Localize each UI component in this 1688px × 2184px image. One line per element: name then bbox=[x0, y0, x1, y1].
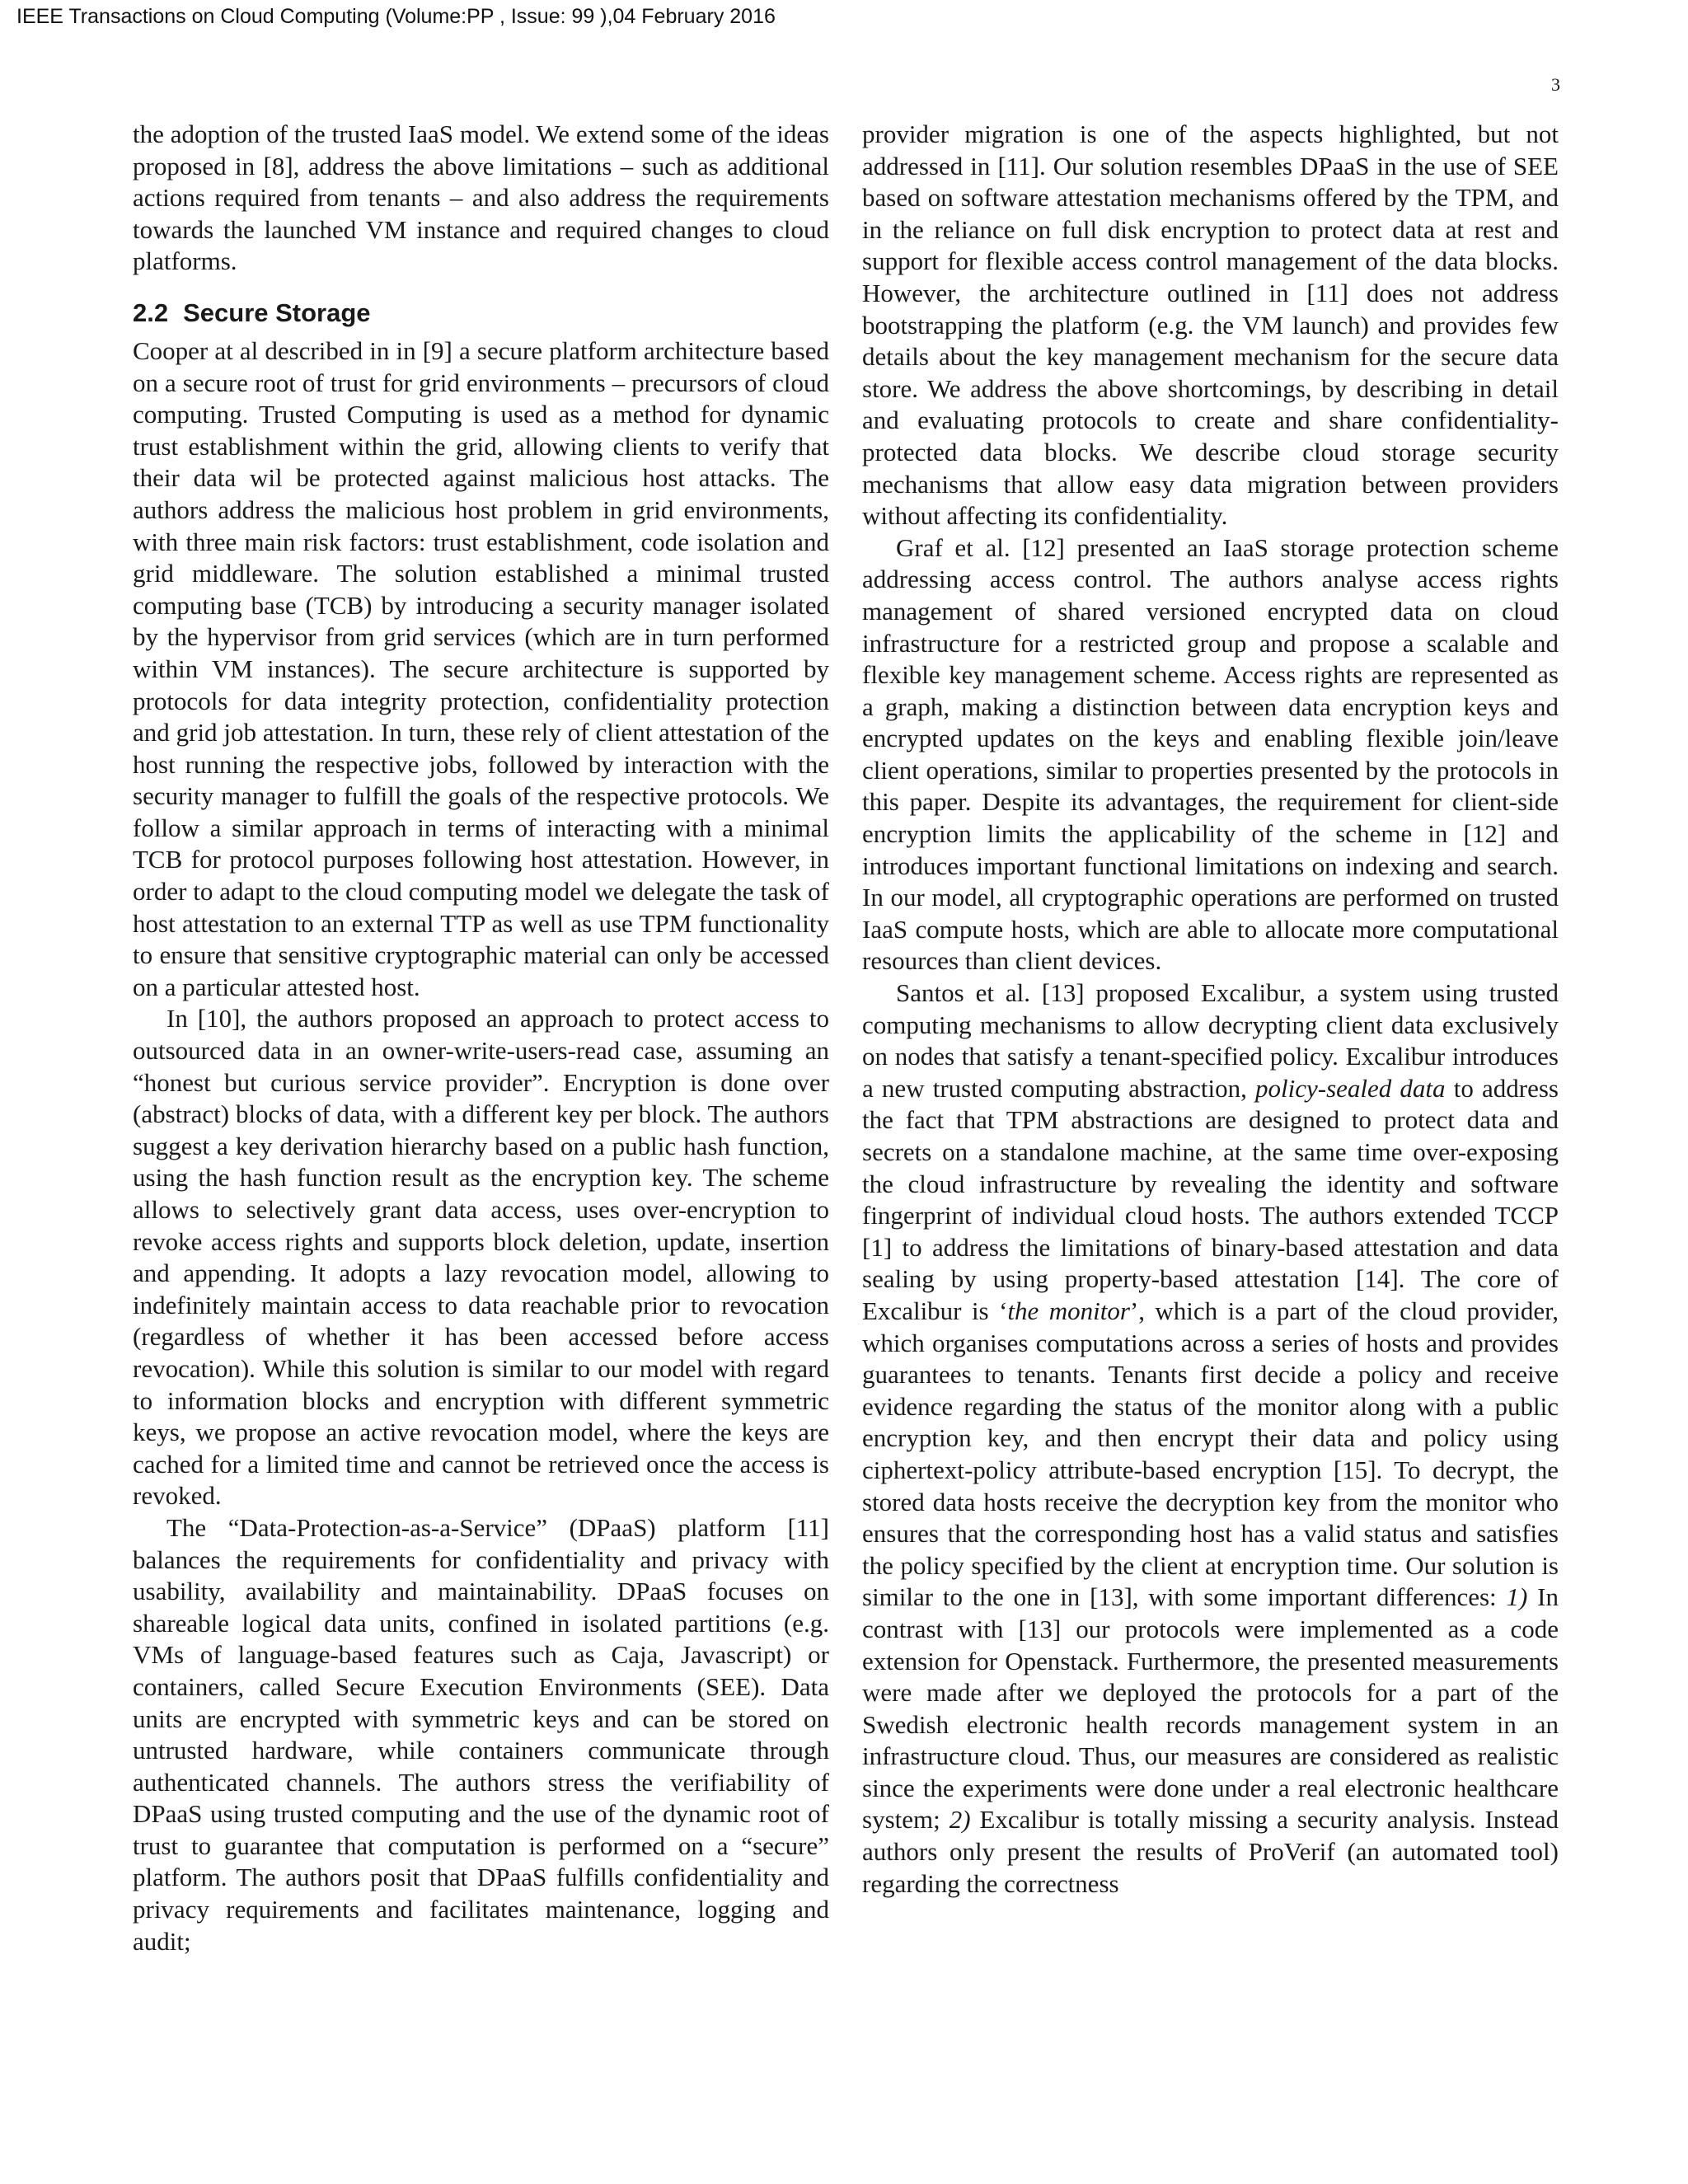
section-title: Secure Storage bbox=[183, 298, 371, 327]
paragraph-ref10: In [10], the authors proposed an approach to protect access to outsourced data in an owner-write-users-read case, assuming an “honest but curious service provider”. Encryption is done over (abstract) blocks of data, with a different key per block. The authors suggest a key derivation hierarchy based on a public hash function, using the hash function result as the encryption key. The scheme allows to selectively grant data access, uses over-encryption to revoke access rights and supports block deletion, update, insertion and appending. It adopts a lazy revocation model, allowing to indefinitely maintain access to data reachable prior to revocation (regardless of whether it has been accessed before access revocation). While this solution is similar to our model with regard to information blocks and encryption with different symmetric keys, we propose an active revocation model, where the keys are cached for a limited time and cannot be retrieved once the access is revoked. bbox=[133, 1004, 829, 1511]
paragraph-continuation: the adoption of the trusted IaaS model. We extend some of the ideas proposed in [8], address the above limitations – such as additional actions required from tenants – and also address the requirements towards the launched VM instance and required changes to cloud platforms. bbox=[133, 120, 829, 276]
text-run: Excalibur is totally missing a security analysis. Instead authors only present the results of ProVerif (an automated tool) regarding the correctness bbox=[862, 1805, 1559, 1898]
left-column bbox=[133, 119, 829, 1957]
section-heading bbox=[133, 298, 829, 329]
paragraph-continuation-right: provider migration is one of the aspects highlighted, but not addressed in [11]. Our solution resembles DPaaS in the use of SEE based on software attestation mechanisms offered by the TPM, and in the reliance on full disk encryption to protect data at rest and support for flexible access control management of the data blocks. However, the architecture outlined in [11] does not address bootstrapping the platform (e.g. the VM launch) and provides few details about the key management mechanism for the secure data store. We address the above shortcomings, by describing in detail and evaluating protocols to create and share confidentiality-protected data blocks. We describe cloud storage security mechanisms that allow easy data migration between providers without affecting its confidentiality. bbox=[862, 120, 1559, 531]
paragraph-santos bbox=[862, 977, 1559, 1900]
emphasis-item-2: 2) bbox=[949, 1805, 971, 1835]
right-column bbox=[862, 119, 1559, 1900]
paragraph-cooper: Cooper at al described in in [9] a secure platform architecture based on a secure root of trust for grid environments – precursors of cloud computing. Trusted Computing is used as a method for dynamic trust establishment within the grid, allowing clients to verify that their data wil be protected against malicious host attacks. The authors address the malicious host problem in grid environments, with three main risk factors: trust establishment, code isolation and grid middleware. The solution established a minimal trusted computing base (TCB) by introducing a security manager isolated by the hypervisor from grid services (which are in turn performed within VM instances). The secure architecture is supported by protocols for data integrity protection, confidentiality protection and grid job attestation. In turn, these rely of client attestation of the host running the respective jobs, followed by interaction with the security manager to fulfill the goals of the respective protocols. We follow a similar approach in terms of interacting with a minimal TCB for protocol purposes following host attestation. However, in order to adapt to the cloud computing model we delegate the task of host attestation to an external TTP as well as use TPM functionality to ensure that sensitive cryptographic material can only be accessed on a particular attested host. bbox=[133, 335, 829, 1001]
text-run: ’, which is a part of the cloud provider, which organises computations across a series of hosts and provides guarantees to tenants. Tenants first decide a policy and receive evidence regarding the status of the monitor along with a public encryption key, and then encrypt their data and policy using ciphertext-policy attribute-based encryption [15]. To decrypt, the stored data hosts receive the decryption key from the monitor who ensures that the corresponding host has a valid status and satisfies the policy specified by the client at encryption time. Our solution is similar to the one in [13], with some important differences: bbox=[862, 1296, 1559, 1612]
text-run: Santos et al. [13] proposed Excalibur, a system using trusted computing mechanisms to allow decrypting client data exclusively on nodes that satisfy a tenant-specified policy. Excalibur introduces a new trusted computing abstraction, bbox=[862, 978, 1559, 1103]
text-run: to address the fact that TPM abstractions are designed to protect data and secrets on a standalone machine, at the same time over-exposing the cloud infrastructure by revealing the identity and software fingerprint of individual cloud hosts. The authors extended TCCP [1] to address the limitations of binary-based attestation and data sealing by using property-based attestation [14]. The core of Excalibur is ‘ bbox=[862, 1073, 1559, 1325]
page-number: 3 bbox=[1551, 74, 1560, 95]
emphasis-the-monitor: the monitor bbox=[1007, 1296, 1130, 1325]
emphasis-policy-sealed-data: policy-sealed data bbox=[1255, 1073, 1446, 1103]
text-run: In contrast with [13] our protocols were implemented as a code extension for Openstack. Furthermore, the presented measurements were made after we deployed the protocols for a part of the Swedish electronic health records management system in an infrastructure cloud. Thus, our measures are considered as realistic since the experiments were done under a real electronic healthcare system; bbox=[862, 1582, 1559, 1835]
section-number: 2.2 bbox=[133, 298, 169, 327]
paragraph-dpaas: The “Data-Protection-as-a-Service” (DPaaS) platform [11] balances the requirements for confidentiality and privacy with usability, availability and maintainability. DPaaS focuses on shareable logical data units, confined in isolated partitions (e.g. VMs of language-based features such as Caja, Javascript) or containers, called Secure Execution Environments (SEE). Data units are encrypted with symmetric keys and can be stored on untrusted hardware, while containers communicate through authenticated channels. The authors stress the verifiability of DPaaS using trusted computing and the use of the dynamic root of trust to guarantee that computation is performed on a “secure” platform. The authors posit that DPaaS fulfills confidentiality and privacy requirements and facilitates maintenance, logging and audit; bbox=[133, 1512, 829, 1956]
emphasis-item-1: 1) bbox=[1506, 1582, 1528, 1612]
paragraph-graf: Graf et al. [12] presented an IaaS storage protection scheme addressing access control. The authors analyse access rights management of shared versioned encrypted data on cloud infrastructure for a restricted group and propose a scalable and flexible key management scheme. Access rights are represented as a graph, making a distinction between data encryption keys and encrypted updates on the keys and enabling flexible join/leave client operations, similar to properties presented by the protocols in this paper. Despite its advantages, the requirement for client-side encryption limits the applicability of the scheme in [12] and introduces important functional limitations on indexing and search. In our model, all cryptographic operations are performed on trusted IaaS compute hosts, which are able to allocate more computational resources than client devices. bbox=[862, 532, 1559, 976]
journal-header: IEEE Transactions on Cloud Computing (Volume:PP , Issue: 99 ),04 February 2016 bbox=[16, 5, 776, 28]
